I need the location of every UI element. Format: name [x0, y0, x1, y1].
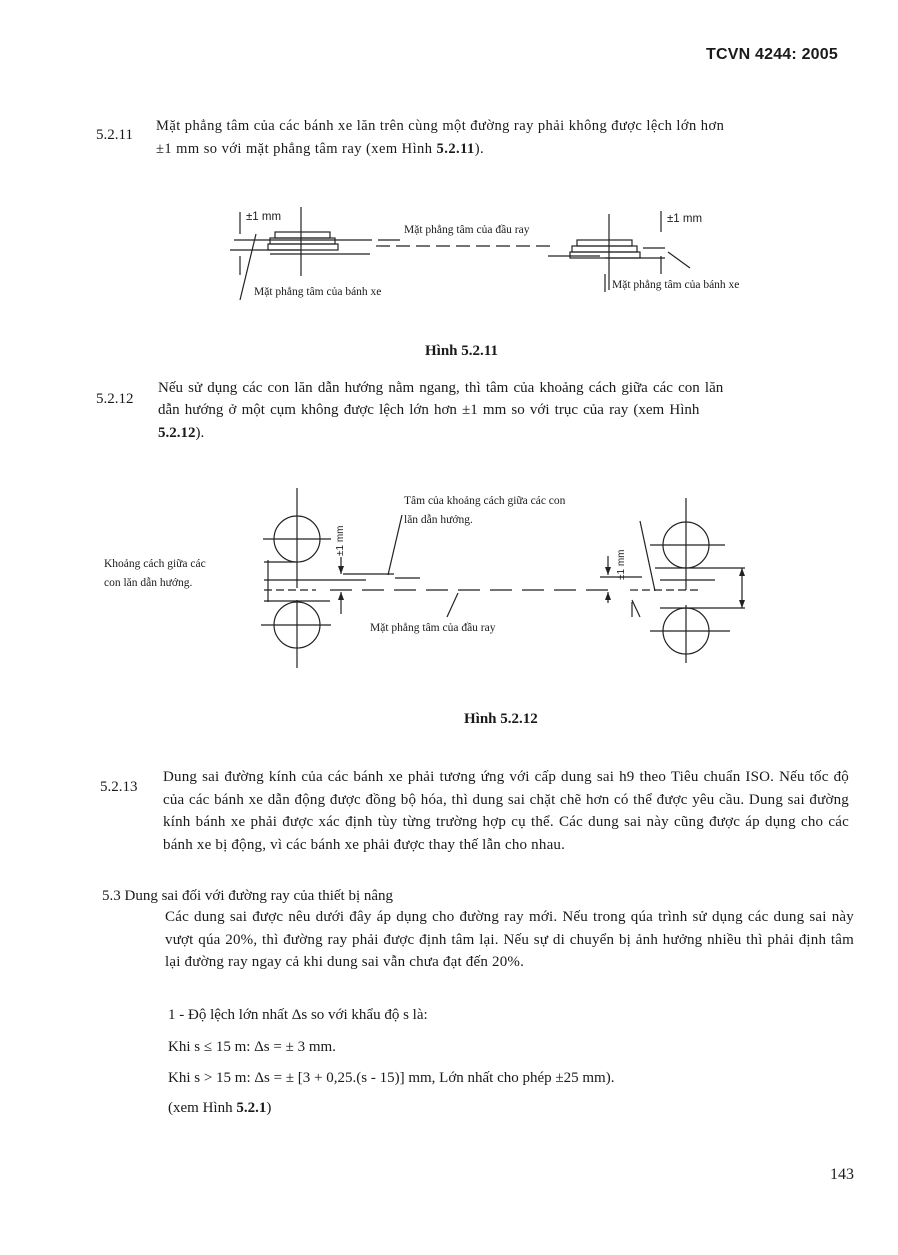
tolerance-label-left: ±1 mm — [335, 525, 346, 556]
wheel-center-plane-label-right: Mặt phẳng tâm của bánh xe — [612, 279, 740, 291]
tolerance-label-right: ±1 mm — [667, 213, 703, 225]
clause-5-2-12-line-1: Nếu sử dụng các con lăn dẫn hướng nằm ngang, thì tâm của khoảng cách giữa các con lăn — [158, 380, 724, 396]
clause-5-2-11-line-1: Mặt phẳng tâm của các bánh xe lăn trên cùng một đường ray phải không được lệch lớn hơn — [156, 118, 725, 134]
clause-number-5-2-12: 5.2.12 — [96, 391, 134, 407]
tolerance-label-left: ±1 mm — [246, 211, 282, 223]
list-item-1: 1 - Độ lệch lớn nhất Δs so với khẩu độ s là: — [168, 1007, 428, 1023]
rail-center-plane-label: Mặt phẳng tâm của đầu ray — [370, 622, 496, 634]
formula-case-2: Khi s > 15 m: Δs = ± [3 + 0,25.(s - 15)] mm, Lớn nhất cho phép ±25 mm). — [168, 1070, 615, 1086]
rail-center-plane-label: Mặt phẳng tâm của đầu ray — [404, 224, 530, 236]
figure-reference: 5.2.12 — [158, 425, 196, 441]
roller-distance-label-line-2: con lăn dẫn hướng. — [104, 577, 193, 589]
page-number: 143 — [830, 1166, 854, 1183]
wheel-center-plane-label-left: Mặt phẳng tâm của bánh xe — [254, 286, 382, 298]
section-heading-5-3: 5.3 Dung sai đối với đường ray của thiết bị nâng — [102, 888, 394, 904]
clause-5-2-12-line-2: dẫn hướng ở một cụm không được lệch lớn hơn ±1 mm so với trục của ray (xem Hình — [158, 402, 700, 418]
document-header: TCVN 4244: 2005 — [706, 46, 838, 63]
clause-number-5-2-11: 5.2.11 — [96, 127, 133, 143]
clause-5-2-13-text: Dung sai đường kính của các bánh xe phải tương ứng với cấp dung sai h9 theo Tiêu chuẩn ISO. Nếu tốc độ của các bánh xe dẫn động được đồng bộ hóa, thì dung sai chặt chẽ hơn có thể được yêu cầu. Dung sai đường kính bánh xe phải được xác định tùy từng trường hợp cụ thể. Các dung sai này cũng được áp dụng cho các bánh xe bị động, vì các bánh xe phải được thay thế lẫn cho nhau. — [163, 769, 849, 853]
roller-spacing-center-label-line-1: Tâm của khoảng cách giữa các con — [404, 495, 566, 507]
formula-case-1: Khi s ≤ 15 m: Δs = ± 3 mm. — [168, 1039, 336, 1055]
section-5-3-paragraph: Các dung sai được nêu dưới đây áp dụng cho đường ray mới. Nếu trong qúa trình sử dụng các dung sai này vượt qúa 20%, thì đường ray phải được định tâm lại. Nếu sự di chuyển bị ảnh hưởng nhiều thì phải định tâm lại đường ray ngay cả khi dung sai vẫn chưa đạt đến 20%. — [165, 909, 854, 970]
figure-reference: 5.2.11 — [436, 141, 475, 157]
figure-reference: 5.2.1 — [236, 1100, 267, 1116]
figure-caption-5-2-12: Hình 5.2.12 — [464, 711, 538, 727]
clause-number-5-2-13: 5.2.13 — [100, 779, 138, 795]
tolerance-label-right: ±1 mm — [616, 549, 627, 580]
figure-caption-5-2-11: Hình 5.2.11 — [425, 343, 498, 359]
clause-5-2-12-line-3: 5.2.12). — [158, 425, 205, 441]
figure-reference-line: (xem Hình 5.2.1) — [168, 1100, 272, 1116]
roller-spacing-center-label-line-2: lăn dẫn hướng. — [404, 514, 473, 526]
roller-distance-label-line-1: Khoảng cách giữa các — [104, 558, 206, 570]
clause-5-2-11-line-2: ±1 mm so với mặt phẳng tâm ray (xem Hình 5.2.11). — [156, 141, 485, 157]
